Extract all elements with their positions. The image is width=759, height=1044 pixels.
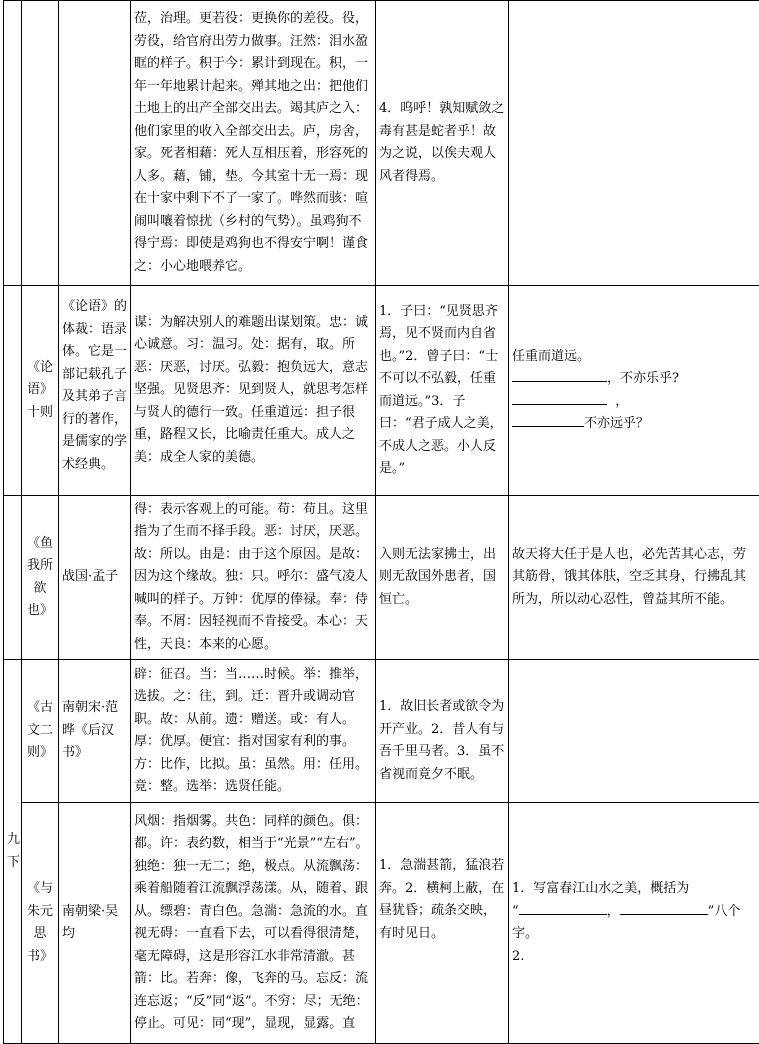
notes-cell: 莅，治理。更若役：更换你的差役。役，劳役，给官府出劳力做事。汪然：泪水盈眶的样子。积于今：累计到现在。积，一年一年地累计起来。殚其地之出：把他们土地上的出产全部交出去。竭其庐之入：他们家里的收入全部交出去。庐，房舍，家。死者相藉：死人互相压着，形容死的人多。藉，铺，垫。今其室十无一焉：现在十家中剩下不了一家了。哗然而骇：喧闹叫嚷着惊扰（乡村的气势）。虽鸡狗不得宁焉：即使是鸡狗也不得安宁啊！谨食之：小心地喂养它。 [131,1,376,286]
task-cell [509,660,759,803]
task-line: 任重而道远。 [512,346,756,369]
author-cell: 《论语》的体裁：语录体。它是一部记载孔子及其弟子言行的著作，是儒家的学术经典。 [59,286,131,496]
sentences-cell: 4．呜呼！孰知赋敛之毒有甚是蛇者乎！故为之说，以俟夫观人风者得焉。 [376,1,509,286]
task-line: 字。 [512,923,756,946]
task-cell [509,1,759,286]
task-cell [509,803,759,1044]
title-cell: 《古文二则》 [22,660,59,803]
notes-cell: 风烟：指烟雾。共色：同样的颜色。俱：都。许：表约数，相当于“光景”“左右”。独绝：独一无二；绝，极点。从流飘荡：乘着船随着江流飘浮荡漾。从，随着、跟从。缥碧：青白色。急湍：急流的水。直视无碍：一直看下去，可以看得很清楚，毫无障碍，这是形容江水非常清澈。甚箭：比。若奔：像，飞奔的马。忘反：流连忘返；“反”同“返”。不穷：尽；无绝：停止。可见：同“现”，显现，显露。直 [131,803,376,1044]
grade-cell [4,1,22,286]
table-row [4,660,759,803]
task-cell: 故天将大任于是人也，必先苦其心志，劳其筋骨，饿其体肤，空乏其身，行拂乱其所为，所以动心忍性，曾益其所不能。 [509,496,759,660]
study-table [3,0,759,1044]
table-row [4,286,759,496]
grade-cell [4,496,22,660]
sentences-cell: 1．子曰：“见贤思齐焉，见不贤而内自省也。”2．曾子曰：“士不可以不弘毅，任重而道远。”3．子曰：“君子成人之美，不成人之恶。小人反是。” [376,286,509,496]
title-cell: 《论语》十则 [22,286,59,496]
author-cell: 南朝梁·吴均 [59,803,131,1044]
sentences-cell: 1．急湍甚箭，猛浪若奔。2．横柯上蔽，在昼犹昏；疏条交映，有时见日。 [376,803,509,1044]
author-cell: 南朝宋·范晔《后汉书》 [59,660,131,803]
table-row [4,496,759,660]
table-row [4,803,759,1044]
sentences-cell: 1．故旧长者或欲令为开产业。2．昔人有与吾千里马者。3．虽不省视而竟夕不眠。 [376,660,509,803]
task-line: 1．写富春江山水之美，概括为 [512,878,756,901]
fill-blank[interactable] [512,368,607,382]
task-cell [509,286,759,496]
notes-cell: 谋：为解决别人的难题出谋划策。忠：诚心诚意。习：温习。处：据有，取。所恶：厌恶，讨厌。弘毅：抱负远大，意志坚强。见贤思齐：见到贤人，就思考怎样与贤人的德行一致。任重道远：担子很重，路程又长，比喻责任重大。成人之美：成全人家的美德。 [131,286,376,496]
task-line: 2. [512,946,756,969]
table-row [4,1,759,286]
fill-blank[interactable] [620,901,708,915]
author-cell: 战国·孟子 [59,496,131,660]
title-cell [22,1,59,286]
grade-cell [4,286,22,496]
fill-blank[interactable] [512,391,607,405]
task-line: “ ， ”八个 [512,901,756,924]
notes-cell: 得：表示客观上的可能。苟：苟且。这里指为了生而不择手段。恶：讨厌，厌恶。故：所以。由是：由于这个原因。是故：因为这个缘故。独：只。呼尔：盛气凌人喊叫的样子。万钟：优厚的俸禄。奉：侍奉。不屑：因轻视而不肯接受。本心：天性，天良：本来的心愿。 [131,496,376,660]
task-line: ，不亦乐乎? ， [512,368,756,413]
sentences-cell: 入则无法家拂士，出则无敌国外患者，国恒亡。 [376,496,509,660]
task-line: 不亦远乎？ [512,413,756,436]
fill-blank[interactable] [519,901,607,915]
notes-cell: 辟：征召。当：当……时候。举：推举，选拔。之：往，到。迁：晋升或调动官职。故：从前。遗：赠送。或：有人。厚：优厚。便宜：指对国家有利的事。方：比作，比拟。虽：虽然。用：任用。竟：整。选举：选贤任能。 [131,660,376,803]
fill-blank[interactable] [512,413,584,427]
title-cell: 《与朱元思书》 [22,803,59,1044]
title-cell: 《鱼我所欲也》 [22,496,59,660]
author-cell [59,1,131,286]
grade-cell: 九下 [4,660,22,1044]
